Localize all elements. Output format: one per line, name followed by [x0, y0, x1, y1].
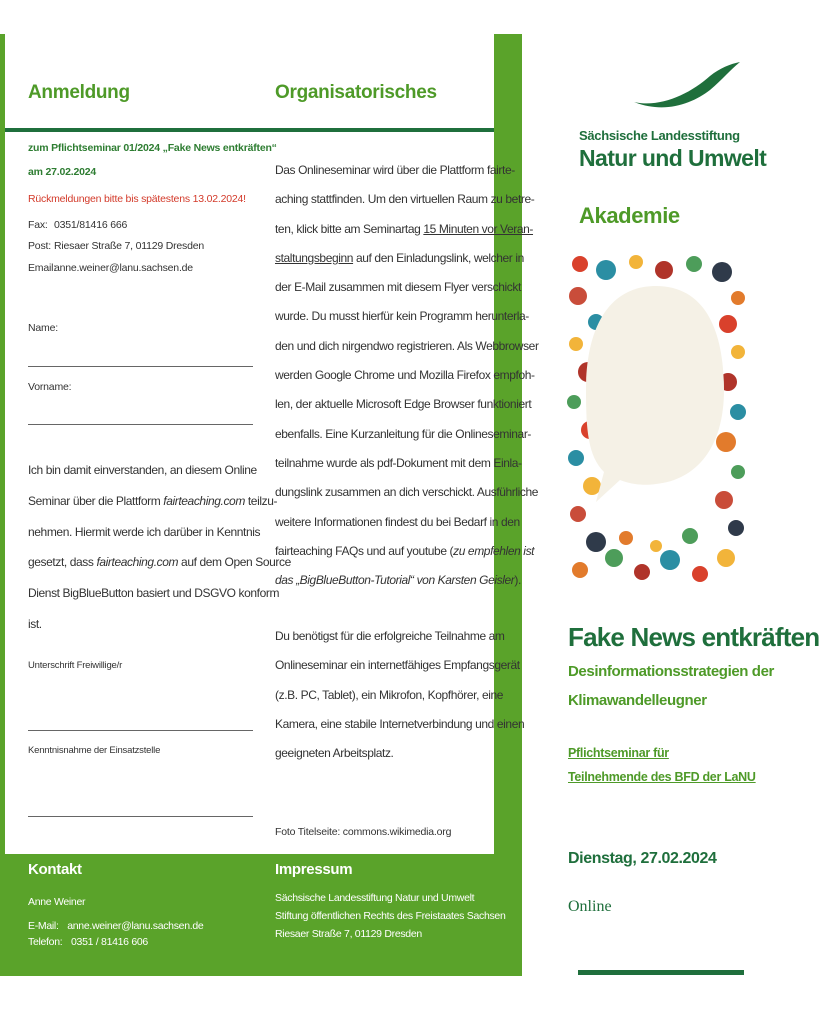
- org-name-big: Natur und Umwelt: [579, 145, 767, 171]
- org-line: der E-Mail zusammen mit diesem Flyer verschickt: [275, 280, 521, 295]
- divider-bar: [5, 128, 494, 132]
- req-line: Onlineseminar ein internetfähiges Empfangsgerät: [275, 658, 520, 673]
- fax-label: Fax:: [28, 219, 48, 231]
- org-line: teilnahme wurde als pdf-Dokument mit dem Einla-: [275, 455, 522, 470]
- consent-line: gesetzt, dass fairteaching.com auf dem Open Source: [28, 555, 291, 570]
- org-line: das „BigBlueButton-Tutorial“ von Karsten Geisler).: [275, 573, 521, 588]
- kontakt-email-row: [28, 920, 203, 932]
- photo-credit: Foto Titelseite: commons.wikimedia.org: [275, 826, 452, 838]
- req-line: geeigneten Arbeitsplatz.: [275, 746, 394, 761]
- deadline-text: Rückmeldungen bitte bis spätestens 13.02.2024!: [28, 193, 246, 205]
- email-label: Email:: [28, 262, 56, 274]
- bottom-accent-bar: [578, 970, 744, 975]
- cover-subtitle-1: Desinformationsstrategien der: [568, 663, 774, 680]
- requirements-text: [275, 622, 525, 768]
- kontakt-phone-row: [28, 936, 203, 948]
- pflicht-line-1: Pflichtseminar für: [568, 746, 669, 760]
- org-line: weitere Informationen findest du bei Bedarf in den: [275, 514, 520, 529]
- signature-line[interactable]: [28, 730, 253, 731]
- org-line: aching stattfinden. Um den virtuellen Raum zu betre-: [275, 192, 535, 207]
- cover-title: Fake News entkräften: [568, 622, 819, 652]
- kontakt-phone-label: Telefon:: [28, 936, 63, 948]
- impressum-line-3: Riesaer Straße 7, 01129 Dresden: [275, 928, 422, 940]
- org-line: wurde. Du musst hierfür kein Programm herunterla-: [275, 309, 529, 324]
- leaf-logo-icon: [630, 58, 742, 114]
- signature-label: Unterschrift Freiwillige/r: [28, 660, 123, 671]
- org-line: werden Google Chrome und Mozilla Firefox empfoh-: [275, 368, 535, 383]
- cover-social-bubble-image: [566, 252, 746, 590]
- kontakt-email-label: E-Mail:: [28, 920, 59, 932]
- org-line: staltungsbeginn auf den Einladungslink, welcher in: [275, 250, 524, 265]
- name-label: Name:: [28, 322, 58, 334]
- organisatorisches-heading: Organisatorisches: [275, 82, 437, 103]
- seminar-line-2: am 27.02.2024: [28, 166, 97, 178]
- org-line: Das Onlineseminar wird über die Plattform fairte-: [275, 163, 515, 177]
- cover-subtitle-2: Klimawandelleugner: [568, 692, 707, 709]
- org-line: dungslink zusammen an dich verschickt. Ausführliche: [275, 485, 539, 500]
- impressum-line-1: Sächsische Landesstiftung Natur und Umwelt: [275, 892, 475, 904]
- fax-value: 0351/81416 666: [54, 219, 128, 231]
- org-line: fairteaching FAQs und auf youtube (zu empfehlen ist: [275, 543, 535, 558]
- req-line: Kamera, eine stabile Internetverbindung und einen: [275, 716, 525, 731]
- org-line: ebenfalls. Eine Kurzanleitung für die Onlineseminar-: [275, 426, 532, 441]
- org-line: den und dich nirgendwo registrieren. Als Webbrowser: [275, 338, 539, 353]
- kontakt-heading: Kontakt: [28, 861, 82, 878]
- impressum-heading: Impressum: [275, 861, 353, 878]
- org-name-small: Sächsische Landesstiftung: [579, 128, 740, 143]
- consent-line: Seminar über die Plattform fairteaching.com teilzu-: [28, 493, 278, 508]
- anmeldung-heading: Anmeldung: [28, 82, 130, 103]
- name-input-line[interactable]: [28, 366, 253, 367]
- kontakt-email-link[interactable]: anne.weiner@lanu.sachsen.de: [67, 920, 204, 932]
- consent-line: ist.: [28, 616, 42, 631]
- vorname-label: Vorname:: [28, 381, 72, 393]
- consent-line: nehmen. Hiermit werde ich darüber in Kenntnis: [28, 524, 261, 539]
- acknowledge-label: Kenntnisnahme der Einsatzstelle: [28, 745, 161, 756]
- seminar-line-1: zum Pflichtseminar 01/2024 „Fake News entkräften“: [28, 142, 277, 154]
- kontakt-phone-value: 0351 / 81416 606: [71, 936, 148, 948]
- consent-text: [28, 455, 291, 640]
- org-line: ten, klick bitte am Seminartag 15 Minuten vor Veran-: [275, 221, 534, 236]
- post-value: Riesaer Straße 7, 01129 Dresden: [54, 240, 205, 252]
- org-text: [275, 156, 539, 595]
- fax-row: [28, 219, 128, 231]
- consent-line: Dienst BigBlueButton basiert und DSGVO konform: [28, 586, 280, 601]
- req-line: (z.B. PC, Tablet), ein Mikrofon, Kopfhörer, eine: [275, 687, 504, 702]
- event-mode: Online: [568, 898, 612, 915]
- kontakt-block: [28, 896, 203, 948]
- email-row: [28, 262, 193, 274]
- post-row: [28, 240, 205, 252]
- email-value: anne.weiner@lanu.sachsen.de: [54, 262, 193, 274]
- akademie-label: Akademie: [579, 203, 680, 228]
- impressum-line-2: Stiftung öffentlichen Rechts des Freistaates Sachsen: [275, 910, 506, 922]
- org-line: len, der aktuelle Microsoft Edge Browser funktioniert: [275, 397, 532, 412]
- kontakt-name: Anne Weiner: [28, 896, 86, 908]
- impressum-block: [275, 892, 506, 940]
- req-line: Du benötigst für die erfolgreiche Teilnahme am: [275, 629, 505, 643]
- pflicht-line-2: Teilnehmende des BFD der LaNU: [568, 770, 756, 784]
- acknowledge-line[interactable]: [28, 816, 253, 817]
- consent-line: Ich bin damit einverstanden, an diesem Online: [28, 463, 257, 477]
- post-label: Post:: [28, 240, 51, 252]
- event-date: Dienstag, 27.02.2024: [568, 850, 717, 867]
- vorname-input-line[interactable]: [28, 424, 253, 425]
